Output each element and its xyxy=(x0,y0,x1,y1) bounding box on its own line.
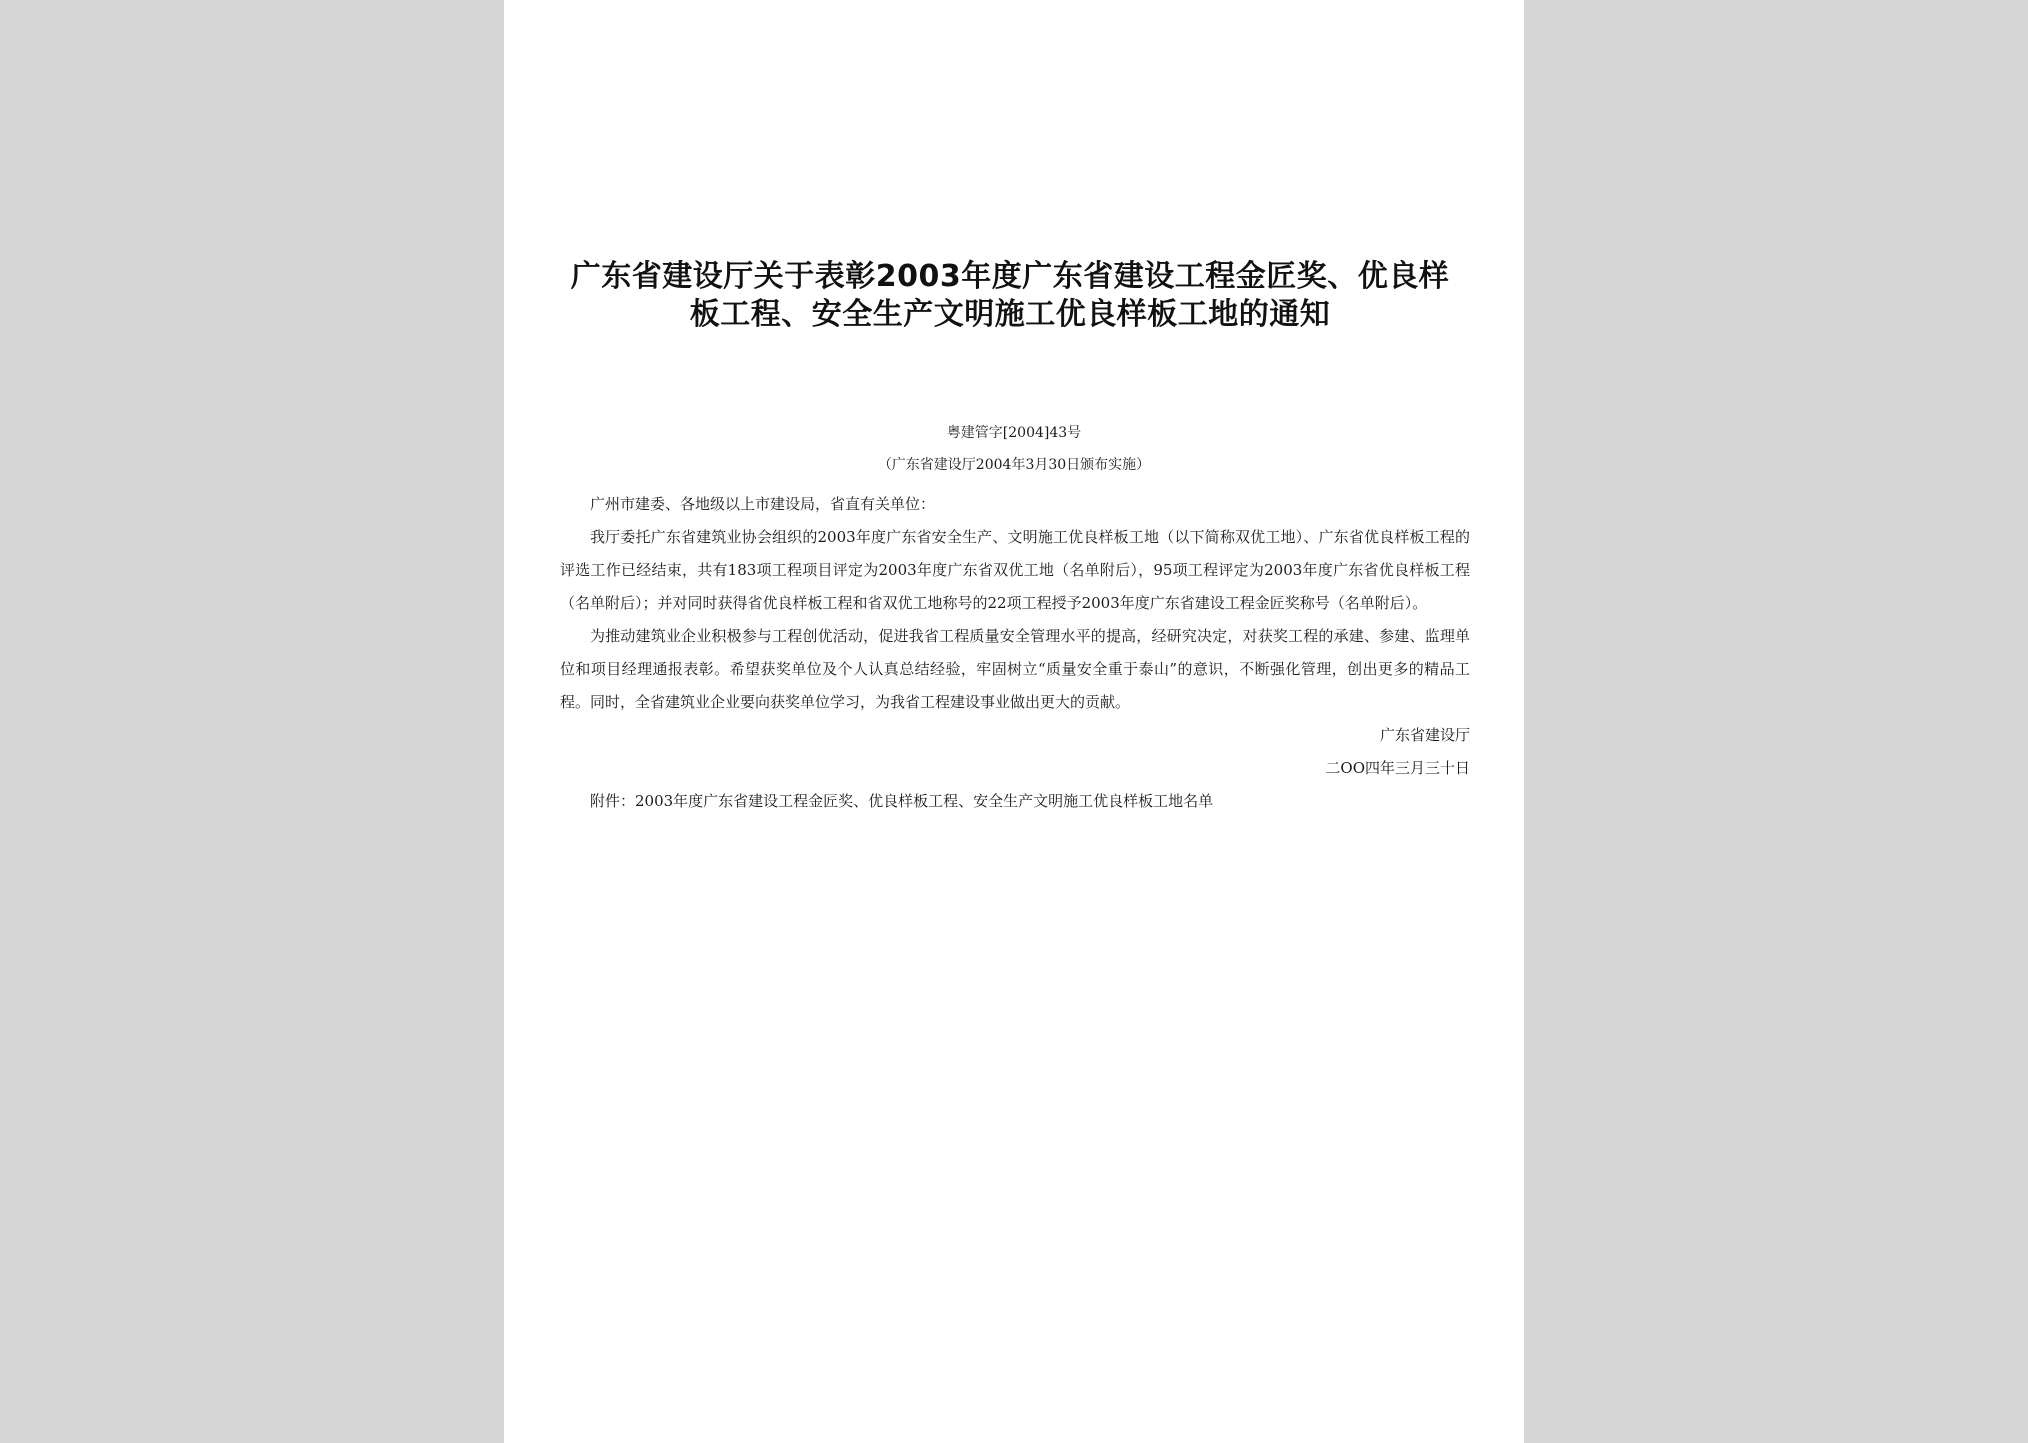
issuer-signature: 广东省建设厅 xyxy=(1379,726,1470,744)
paragraph-1: 我厅委托广东省建筑业协会组织的2003年度广东省安全生产、文明施工优良样板工地（以下简称双优工地）、广东省优良样板工程的评选工作已经结束，共有183项工程项目评定为2003年度广东省双优工地（名单附后），95项工程评定为2003年度广东省优良样板工程（名单附后）；并对同时获得省优良样板工程和省双优工地称号的22项工程授予2003年度广东省建设工程金匠奖称号（名单附后）。 xyxy=(560,528,1470,612)
attachment-line: 附件：2003年度广东省建设工程金匠奖、优良样板工程、安全生产文明施工优良样板工地名单 xyxy=(590,792,1214,810)
paragraph-2: 为推动建筑业企业积极参与工程创优活动，促进我省工程质量安全管理水平的提高，经研究决定，对获奖工程的承建、参建、监理单位和项目经理通报表彰。希望获奖单位及个人认真总结经验，牢固树立“质量安全重于泰山”的意识，不断强化管理，创出更多的精品工程。同时，全省建筑业企业要向获奖单位学习，为我省工程建设事业做出更大的贡献。 xyxy=(560,627,1470,711)
sign-date: 二OO四年三月三十日 xyxy=(1325,759,1470,777)
document-body xyxy=(560,488,1470,818)
issue-line: （广东省建设厅2004年3月30日颁布实施） xyxy=(877,457,1151,473)
document-title: 广东省建设厅关于表彰2003年度广东省建设工程金匠奖、优良样板工程、安全生产文明施工优良样板工地的通知 xyxy=(570,259,1450,332)
salutation: 广州市建委、各地级以上市建设局，省直有关单位： xyxy=(590,495,936,513)
document-page xyxy=(504,0,1524,1443)
document-number: 粤建管字[2004]43号 xyxy=(946,425,1082,441)
